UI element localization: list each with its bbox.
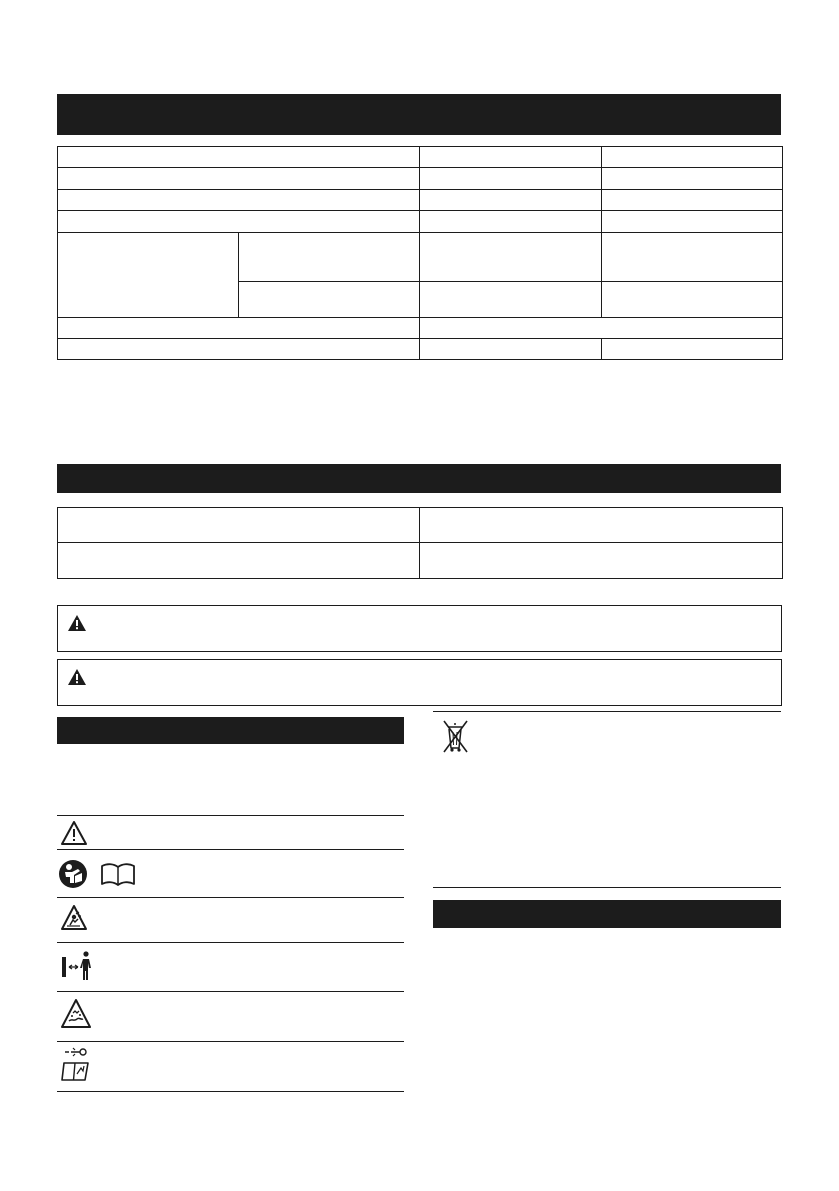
- specifications-header-bar: [57, 94, 781, 135]
- warning-box: [57, 605, 782, 652]
- disposal-top-rule: [433, 711, 781, 712]
- read-manual-icon: [58, 858, 142, 890]
- table-row: [58, 508, 783, 543]
- warning-triangle-icon: [67, 614, 87, 632]
- remove-key-manual-icon: [61, 1047, 91, 1083]
- table-row: [58, 233, 783, 282]
- symbol-divider: [57, 1091, 404, 1092]
- table-row: [58, 543, 783, 579]
- caution-triangle-icon: [60, 820, 88, 846]
- keep-distance-icon: [61, 950, 95, 982]
- disposal-bottom-rule: [433, 887, 781, 888]
- intended-use-table: [57, 507, 783, 579]
- table-row: [58, 190, 783, 211]
- table-row: [58, 318, 783, 339]
- symbol-divider: [57, 815, 404, 816]
- specifications-table: [57, 146, 783, 360]
- symbol-divider: [57, 1041, 404, 1042]
- intended-use-header-bar: [57, 464, 781, 493]
- flying-objects-warning-icon: [60, 904, 88, 932]
- symbol-divider: [57, 849, 404, 850]
- symbol-divider: [57, 897, 404, 898]
- table-row: [58, 147, 783, 168]
- symbols-header-bar: [57, 717, 404, 744]
- warning-box: [57, 659, 782, 706]
- table-row: [58, 339, 783, 360]
- symbol-divider: [57, 991, 404, 992]
- thrown-debris-warning-icon: [60, 998, 92, 1030]
- table-row: [58, 211, 783, 233]
- warning-triangle-icon: [67, 668, 87, 686]
- symbol-divider: [57, 942, 404, 943]
- safety-warnings-header-bar: [433, 900, 781, 928]
- table-row: [58, 168, 783, 190]
- crossed-out-bin-icon: [440, 718, 470, 754]
